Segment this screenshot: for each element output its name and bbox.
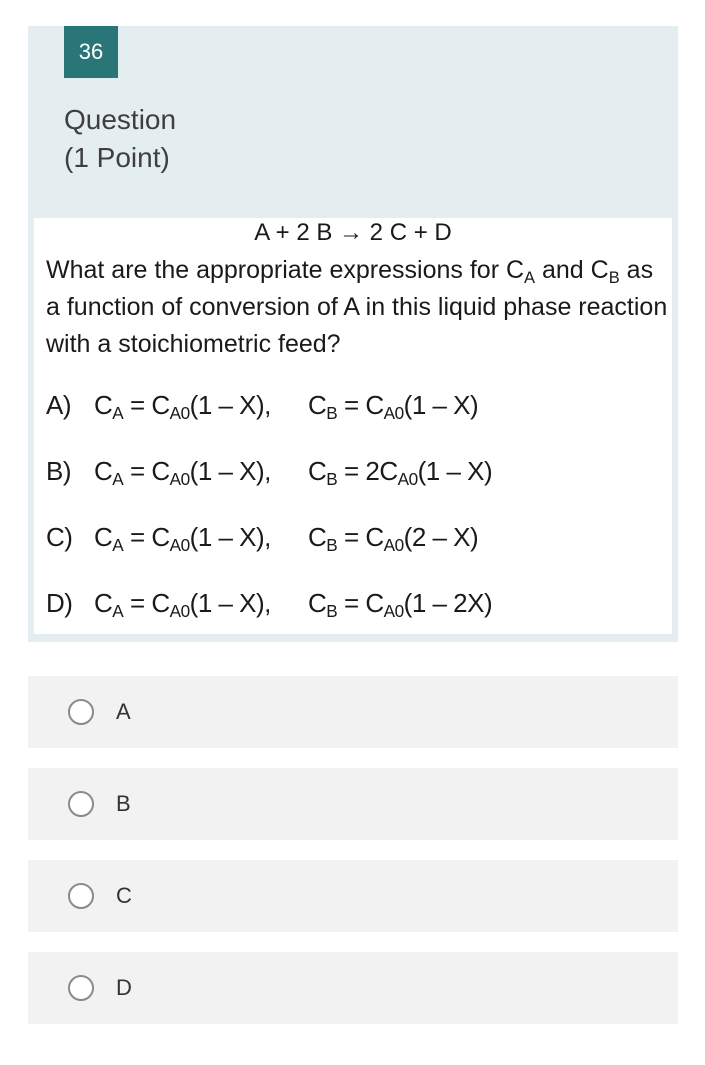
choice-label: A [116,699,131,724]
question-image [28,216,678,642]
radio-circle-icon[interactable] [68,883,94,909]
choice-option-d[interactable] [28,952,678,1024]
radio-circle-icon[interactable] [68,975,94,1001]
choice-option-a[interactable] [28,676,678,748]
choice-label: D [116,975,132,1000]
answer-expression-list [46,390,492,654]
choice-label: B [116,791,131,816]
radio-circle-icon[interactable] [68,791,94,817]
choice-label: C [116,883,132,908]
choice-option-b[interactable] [28,768,678,840]
answer-expression-b: B) $C_A = C_{A0}(1 - X)$, $C_B = 2C_{A0}(1 - X)$ [46,456,493,490]
question-image-body [34,218,672,634]
choice-option-c[interactable] [28,860,678,932]
answer-expression-d: D) $C_A = C_{A0}(1 - X)$, $C_B = C_{A0}(1 - 2X)$ [46,588,493,622]
question-prompt: What are the appropriate expressions for $C_A$ and $C_B$ as a function of conversion of A in this liquid phase reaction with a stoichiometric feed? [46,256,668,358]
question-label: Question [64,104,177,135]
answer-expression-a: A) $C_A = C_{A0}(1 - X)$, $C_B = C_{A0}(1 - X)$ [46,390,479,424]
question-header [28,26,678,216]
answer-expression-c: C) $C_A = C_{A0}(1 - X)$, $C_B = C_{A0}(2 - X)$ [46,522,479,556]
radio-circle-icon[interactable] [68,699,94,725]
question-points: (1 Point) [64,142,170,173]
question-number-badge: 36 [64,26,118,78]
reaction-equation: A + 2 B → 2 C + D [254,219,452,246]
